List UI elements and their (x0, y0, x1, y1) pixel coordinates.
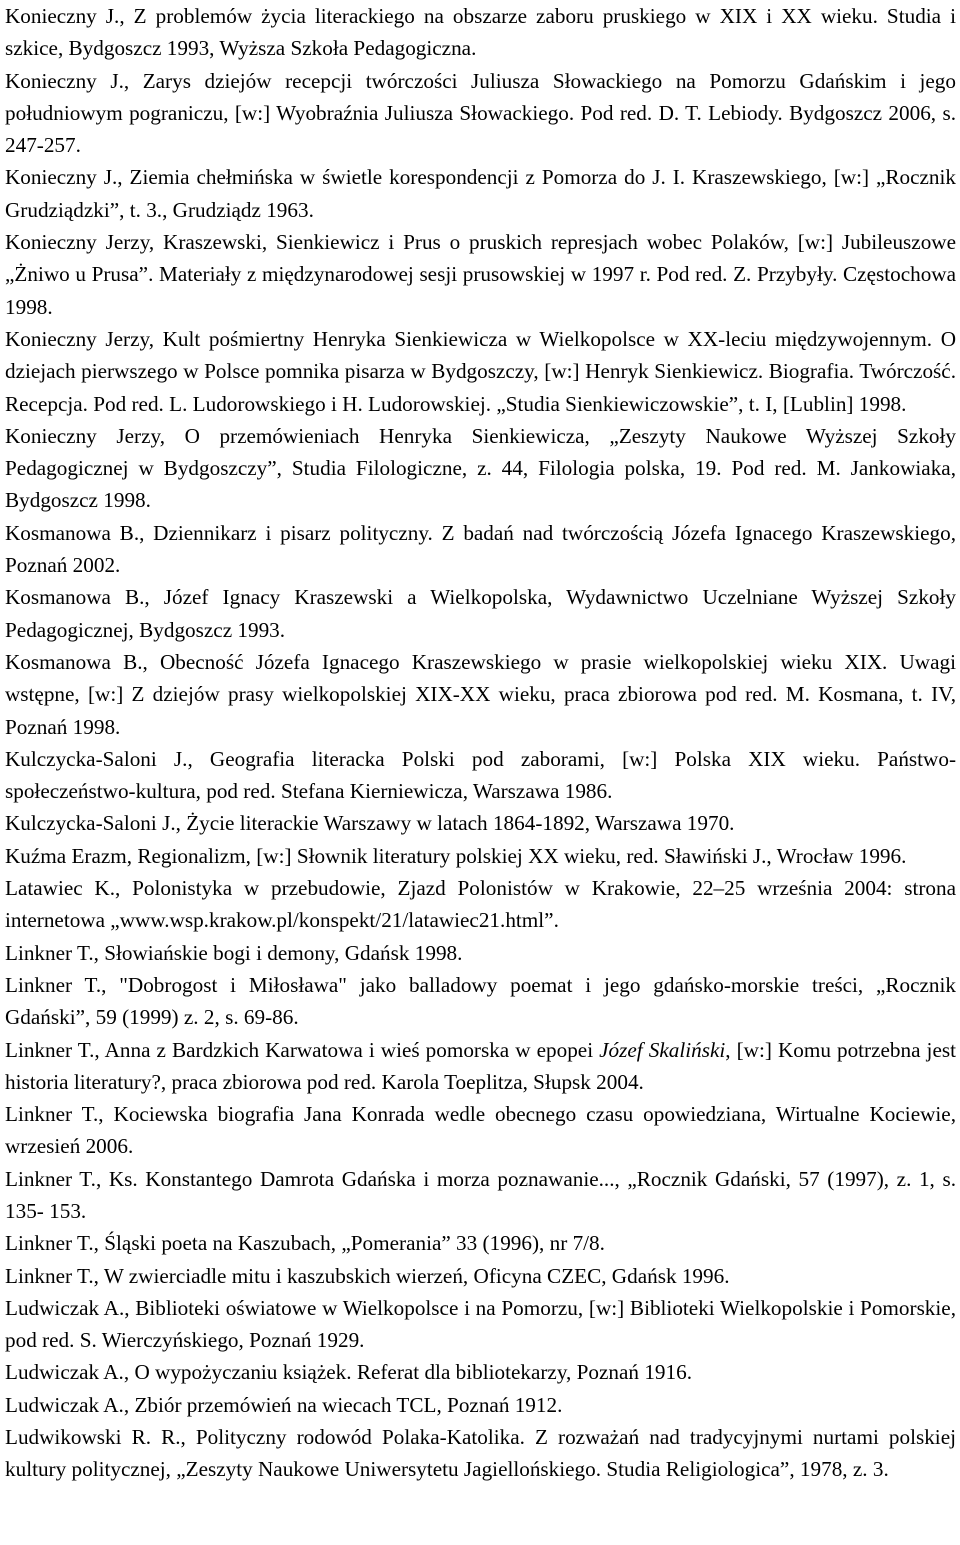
entry-text: Linkner T., Anna z Bardzkich Karwatowa i wieś pomorska w epopei (5, 1037, 600, 1062)
bibliography-entry: Kulczycka-Saloni J., Życie literackie Warszawy w latach 1864-1892, Warszawa 1970. (5, 811, 735, 836)
bibliography-entry: Kosmanowa B., Obecność Józefa Ignacego Kraszewskiego w prasie wielkopolskiej wieku XIX. Uwagi wstępne, [w:] Z dziejów prasy wielkopolskiej XIX-XX wieku, praca zbiorowa pod red. M. Kosmana, t. IV, Poznań 1998. (5, 649, 956, 739)
bibliography-entry: Linkner T., W zwierciadle mitu i kaszubskich wierzeń, Oficyna CZEC, Gdańsk 1996. (5, 1263, 730, 1288)
bibliography-entry: Ludwiczak A., Zbiór przemówień na wiecach TCL, Poznań 1912. (5, 1392, 563, 1417)
bibliography-entry: Latawiec K., Polonistyka w przebudowie, Zjazd Polonistów w Krakowie, 22–25 września 2004: strona internetowa „www.wsp.krakow.pl/konspekt/21/latawiec21.html”. (5, 876, 956, 933)
bibliography-entry: Konieczny Jerzy, Kraszewski, Sienkiewicz i Prus o pruskich represjach wobec Polaków, [w:] Jubileuszowe „Żniwo u Prusa”. Materiały z międzynarodowej sesji prusowskiej w 1997 r. Pod red. Z. Przybyły. Częstochowa 1998. (5, 230, 956, 319)
bibliography-entry: Linkner T., Kociewska biografia Jana Konrada wedle obecnego czasu opowiedziana, Wirtualne Kociewie, wrzesień 2006. (5, 1102, 956, 1159)
bibliography-entry: Kosmanowa B., Józef Ignacy Kraszewski a Wielkopolska, Wydawnictwo Uczelniane Wyższej Szkoły Pedagogicznej, Bydgoszcz 1993. (5, 585, 956, 642)
bibliography-entry: Linkner T., Śląski poeta na Kaszubach, „Pomerania” 33 (1996), nr 7/8. (5, 1231, 605, 1256)
bibliography-entry: Ludwiczak A., Biblioteki oświatowe w Wielkopolsce i na Pomorzu, [w:] Biblioteki Wielkopolskie i Pomorskie, pod red. S. Wierczyńskiego, Poznań 1929. (5, 1295, 956, 1353)
bibliography-entry: Konieczny J., Ziemia chełmińska w świetle korespondencji z Pomorza do J. I. Kraszewskiego, [w:] „Rocznik Grudziądzki”, t. 3., Grudziądz 1963. (5, 165, 956, 222)
bibliography-entry: Kosmanowa B., Dziennikarz i pisarz polityczny. Z badań nad twórczością Józefa Ignacego Kraszewskiego, Poznań 2002. (5, 520, 956, 578)
bibliography-entry: Konieczny J., Zarys dziejów recepcji twórczości Juliusza Słowackiego na Pomorzu Gdańskim i jego południowym pograniczu, [w:] Wyobraźnia Juliusza Słowackiego. Pod red. D. T. Lebiody. Bydgoszcz 2006, s. 247-257. (5, 68, 956, 158)
entry-text: , [w:] Komu potrzebna jest historia literatury?, praca zbiorowa pod red. Karola Toeplitza, Słupsk 2004. (5, 1037, 956, 1094)
bibliography-entry: Linkner T., Słowiańskie bogi i demony, Gdańsk 1998. (5, 940, 463, 965)
bibliography-entry: Ludwiczak A., O wypożyczaniu książek. Referat dla bibliotekarzy, Poznań 1916. (5, 1360, 692, 1385)
bibliography-entry: Linkner T., "Dobrogost i Miłosława" jako balladowy poemat i jego gdańsko-morskie treści, „Rocznik Gdański”, 59 (1999) z. 2, s. 69-86. (5, 972, 956, 1030)
bibliography-entry: Konieczny Jerzy, Kult pośmiertny Henryka Sienkiewicza w Wielkopolsce w XX-leciu międzywojennym. O dziejach pierwszego w Polsce pomnika pisarza w Bydgoszczy, [w:] Henryk Sienkiewicz. Biografia. Twórczość. Recepcja. Pod red. L. Ludorowskiego i H. Ludorowskiej. „Studia Sienkiewiczowskie”, t. I, [Lublin] 1998. (5, 326, 956, 416)
bibliography-entry: Konieczny Jerzy, O przemówieniach Henryka Sienkiewicza, „Zeszyty Naukowe Wyższej Szkoły Pedagogicznej w Bydgoszczy”, Studia Filologiczne, z. 44, Filologia polska, 19. Pod red. M. Jankowiaka, Bydgoszcz 1998. (5, 423, 956, 513)
bibliography-entry: Ludwikowski R. R., Polityczny rodowód Polaka-Katolika. Z rozważań nad tradycyjnymi nurtami polskiej kultury politycznej, „Zeszyty Naukowe Uniwersytetu Jagiellońskiego. Studia Religiologica”, 1978, z. 3. (5, 1425, 956, 1482)
bibliography-entry: Kulczycka-Saloni J., Geografia literacka Polski pod zaborami, [w:] Polska XIX wieku. Państwo-społeczeństwo-kultura, pod red. Stefana Kierniewicza, Warszawa 1986. (5, 746, 956, 804)
bibliography-entry: Linkner T., Ks. Konstantego Damrota Gdańska i morza poznawanie..., „Rocznik Gdański, 57 (1997), z. 1, s. 135- 153. (5, 1166, 956, 1223)
bibliography-entry: Kuźma Erazm, Regionalizm, [w:] Słownik literatury polskiej XX wieku, red. Sławiński J., Wrocław 1996. (5, 843, 907, 868)
bibliography-entry: Konieczny J., Z problemów życia literackiego na obszarze zaboru pruskiego w XIX i XX wieku. Studia i szkice, Bydgoszcz 1993, Wyższa Szkoła Pedagogiczna. (5, 4, 956, 61)
entry-italic-title: Józef Skaliński (599, 1037, 726, 1062)
bibliography-entry (5, 1034, 956, 1099)
